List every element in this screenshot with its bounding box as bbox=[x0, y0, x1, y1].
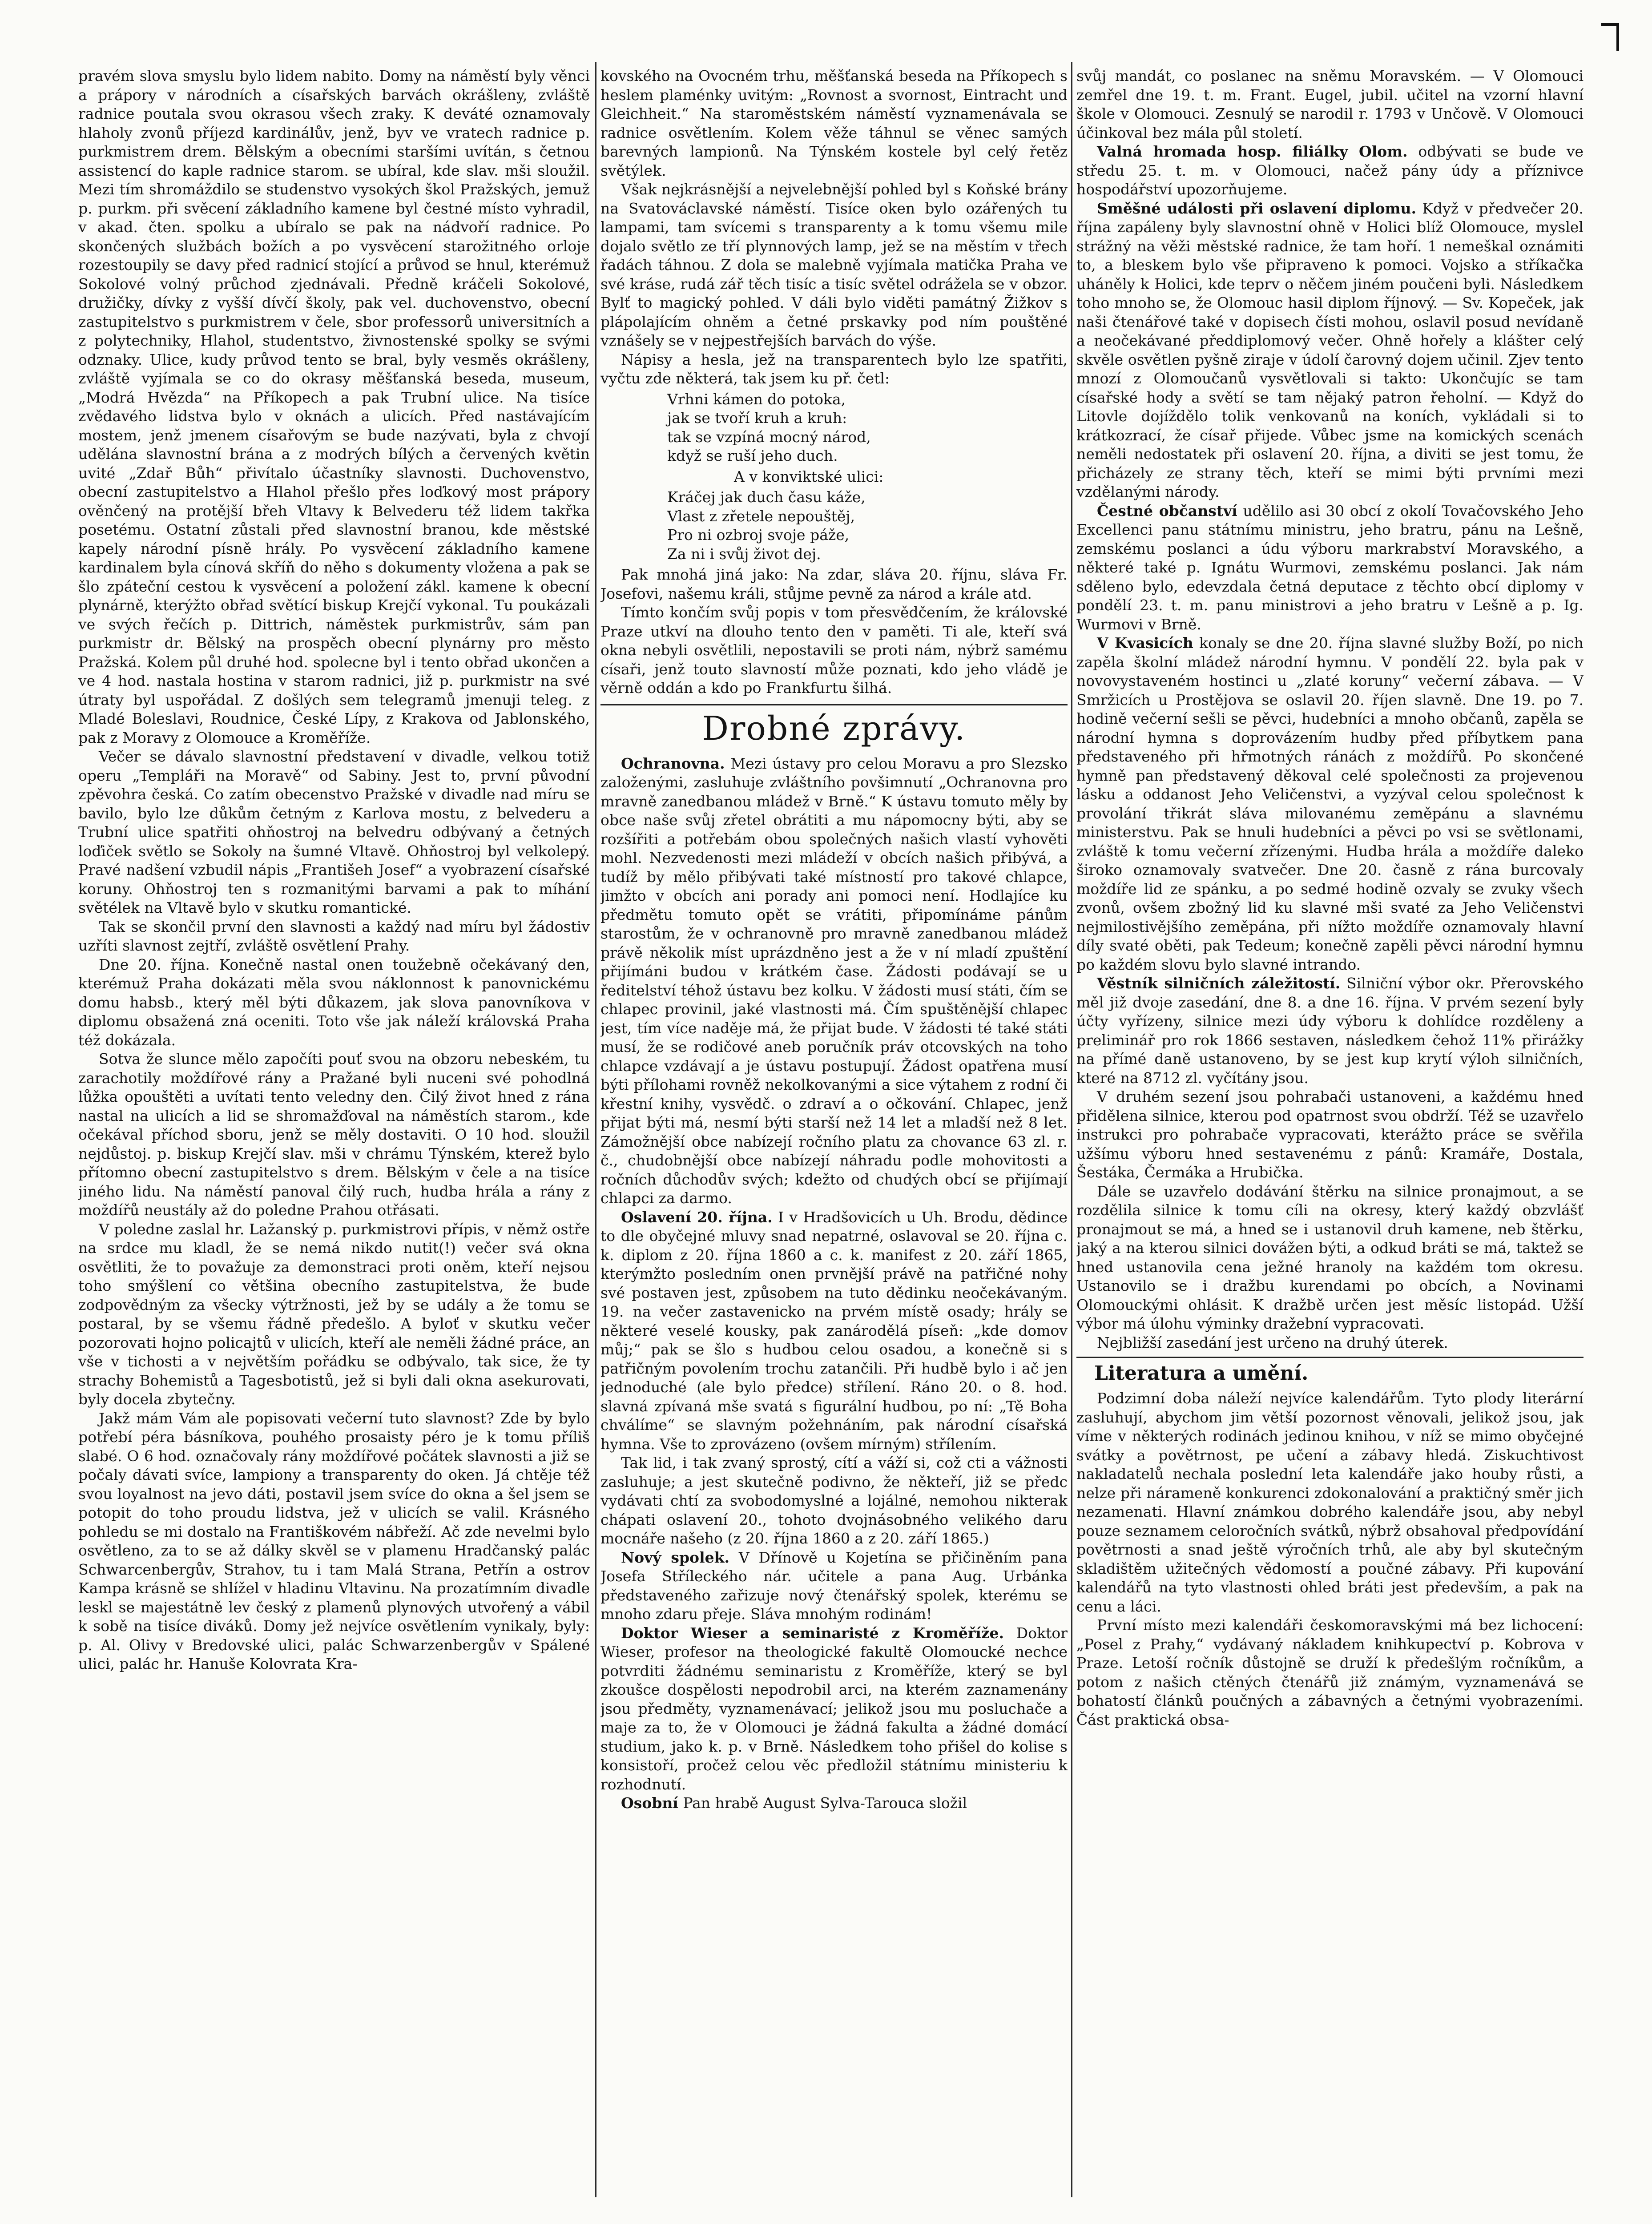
item-text: Doktor Wieser, profesor na theologické fakultě Olomoucké nechce potvrditi žádnému seminaristu z Kroměříže, který se byl zkoušce dospělosti nepodrobil arci, na kterém zaznamenány jsou předměty, vyznamenávací; jelikož jsou mu posluchače a maje za to, že v Olomouci je žádná fakulta a žádné domácí studium, jako k. p. v Brně. Následkem toho přišel do kolise s konsistoří, pročež celou věc předložil státnímu ministeriu k rozhodnutí. bbox=[600, 1624, 1068, 1793]
paragraph: Však nejkrásnější a nejvelebnější pohled byl s Koňské brány na Svatováclavské náměstí. Tisíce oken bylo ozářených tu lampami, tam svícemi s transparenty a k tomu všemu mile dojalo světlo ze tří plynnových lamp, jež se na městím v třech řadách táhnou. Z dola se malebně vyjímala matička Praha ve své kráse, rudá zář těch tisíc a tisíc světel odrážela se v obzor. Bylť to magický pohled. V dáli bylo viděti památný Žižkov s plápolajícím ohněm a četné prskavky pod ním pouštěné vznášely se v nejpestřejších barvách do výše. bbox=[600, 181, 1068, 349]
paragraph: svůj mandát, co poslanec na sněmu Moravském. — V Olomouci zemřel dne 19. t. m. Frant. Eugel, jubil. učitel na vzorní hlavní škole v Olomouci. Zesnulý se narodil r. 1793 v Unčově. V Olomouci účinkoval bez mála půl století. bbox=[1076, 67, 1584, 141]
news-item bbox=[1076, 199, 1584, 502]
paragraph: Tak se skončil první den slavnosti a každý nad míru byl žádostiv uzříti slavnost zejtří, zvláště osvětlení Prahy. bbox=[78, 918, 590, 954]
verse-block bbox=[667, 488, 1068, 564]
item-text: Silniční výbor okr. Přerovského měl již dvoje zasedání, dne 8. a dne 16. října. V prvém sezení byly účty vyřízeny, silnice mezi údy výboru k dohlídce rozděleny a preliminář pro rok 1866 sestaven, následkem čehož 11% přirážky na přímé daně ustanoveno, by se jest kup krytí výloh silničních, které na 8712 zl. vyčítány jsou. bbox=[1076, 975, 1584, 1087]
item-title: Osobní bbox=[621, 1794, 678, 1812]
column-rule-1 bbox=[595, 62, 596, 2197]
verse-line: Kráčej jak duch času káže, bbox=[667, 488, 866, 506]
verse-line: jak se tvoří kruh a kruh: bbox=[667, 409, 847, 427]
verse-line: Vlast z zřetele nepouštěj, bbox=[667, 507, 855, 525]
paragraph: Nejbližší zasedání jest určeno na druhý úterek. bbox=[1097, 1334, 1448, 1351]
section-divider bbox=[600, 704, 1068, 705]
verse-line: tak se vzpíná mocný národ, bbox=[667, 428, 871, 446]
news-item bbox=[600, 1794, 1068, 1813]
news-item bbox=[1076, 634, 1584, 974]
item-text: Pan hrabě August Sylva-Tarouca složil bbox=[683, 1794, 967, 1812]
section-title: Drobné zprávy. bbox=[702, 709, 966, 748]
item-title: Ochranovna. bbox=[621, 754, 725, 772]
paragraph: Tímto končím svůj popis v tom přesvědčením, že královské Praze utkví na dlouho tento den v paměti. Ti ale, kteří svá okna nebyli osvětlili, nepostavili se proti nám, nýbrž samému císaři, jenž touto slavností může poznati, kdo jeho vládě je věrně oddán a kdo po Frankfurtu šilhá. bbox=[600, 604, 1068, 697]
verse-line: když se ruší jeho duch. bbox=[667, 447, 838, 464]
paragraph: Pak mnohá jiná jako: Na zdar, sláva 20. říjnu, sláva Fr. Josefovi, našemu králi, stůjme pevně za národ a krále atd. bbox=[600, 566, 1068, 602]
news-item bbox=[1076, 142, 1584, 199]
item-text: odbývati se bude ve středu 25. t. m. v Olomouci, načež pány údy a příznivce hospodářství upozorňujeme. bbox=[1076, 143, 1584, 198]
verse-line: Vrhni kámen do potoka, bbox=[667, 390, 846, 408]
item-title: Směšné události při oslavení diplomu. bbox=[1097, 199, 1417, 217]
news-item bbox=[600, 1624, 1068, 1794]
item-title: Oslavení 20. října. bbox=[621, 1208, 773, 1226]
item-title: Doktor Wieser a seminaristé z Kroměříže. bbox=[621, 1624, 1004, 1642]
crop-mark-top-right-h bbox=[1601, 23, 1619, 26]
section-title: Literatura a umění. bbox=[1094, 1362, 1309, 1385]
news-item bbox=[600, 754, 1068, 1208]
news-item bbox=[1076, 974, 1584, 1088]
paragraph: Dále se uzavřelo dodávání štěrku na silnice pronajmout, a se rozdělila silnice k tomu cíli na okresy, který každý obzvlášť pronajmout se má, a hned se i ustanovil druh kamene, neb štěrku, jaký a na kterou silnici dovážen býti, a odkud bráti se má, taktež se hned ustanovila cena ježné hranoly na každém tom okresu. Ustanovilo se i dražbu kurendami po obcích, a Novinami Olomouckými ohlásit. K dražbě určen jest měsíc listopád. Užší výbor má úlohu výminky dražební vypracovati. bbox=[1076, 1182, 1584, 1332]
verse-block bbox=[667, 390, 1068, 466]
paragraph: V druhém sezení jsou pohrabači ustanoveni, a každému hned přidělena silnice, kterou pod opatrnost svou obdrží. Též se uzavřelo instrukci pro pohrabače vypracovati, kterážto práce se svěřila užšímu výboru hned sestavenému z pánů: Kramáře, Dostala, Šestáka, Čermáka a Hrubička. bbox=[1076, 1088, 1584, 1181]
paragraph: Tak lid, i tak zvaný sprostý, cítí a váží si, což cti a vážnosti zasluhuje; a jest skutečně podivno, že někteří, již se předc vydávati chtí za svobodomyslné a lojálné, nemohou nikterak chápati oslavení 20., tohoto dvojnásobného velikého daru mocnáře našeho (z 20. října 1860 a z 20. září 1865.) bbox=[600, 1454, 1068, 1547]
verse-line: Za ni i svůj život dej. bbox=[667, 545, 821, 563]
item-text: konaly se dne 20. října slavné služby Boží, po nich zapěla školní mládež národní hymnu. V pondělí 22. byla pak v novovystaveném hostinci u „zlaté koruny“ večerní zábava. — V Smržicích u Prostějova se oslavil 20. říjen slavně. Dne 19. po 7. hodině večerní sešli se pěvci, hudebníci a mnoho občanů, zapěla se národní hymna s doprovázením hudby před příbytkem pana představeného při hřmotných ránách z moždířů. Po skončené hymně pan představený děkoval celé společnosti za projevenou lásku a oddanost Jeho Veličenstvi, a vyzýval celou společnost k provolání třikrát sláva milovanému zeměpánu a slavnému ministerstvu. Pak se hnuli hudebníci a pěvci po vsi se světlonami, zvláště k tomu večerní zřízenými. Hudba hrála a moždíře daleko široko oznamovaly svatvečer. Dne 20. časně z rána burcovaly moždíře lid ze spánku, a po sedmé hodině ozvaly se zvuky všech zvonů, ovšem zbožný lid ku slavné mši svaté za Jeho Veličenstvi nejmilostivějšího zeměpána, při nížto moždíře oznamovaly hlavní díly svaté oběti, pak Tedeum; konečně zapěli pěvci národní hymnu po každém slovu bylo slavné intrando. bbox=[1076, 634, 1584, 973]
news-item bbox=[600, 1548, 1068, 1624]
paragraph: Dne 20. října. Konečně nastal onen toužebně očekávaný den, kterémuž Praha dokázati měla svou náklonnost k panovnickému domu habsb., který měl býti důkazem, jak slova panovníkova v diplomu obsažená zná oceniti. Toto vše jak náleží královská Praha též dokázala. bbox=[78, 955, 590, 1049]
paragraph: Jakž mám Vám ale popisovati večerní tuto slavnost? Zde by bylo potřebí péra básníkova, pouhého prosaisty péro je k tomu příliš slabé. O 6 hod. označovaly rány moždířové počátek slavnosti a již se počaly dávati svíce, lampiony a transparenty do oken. Já chtěje též svou loyalnost na jevo dáti, postavil jsem svíce do okna a šel jsem se potopit do toho proudu lidstva, jež v ulicích se valil. Krásného pohledu se mi dostalo na Františkovém nábřeží. Ač zde nevelmi bylo osvětleno, za to se až dálky skvěl se v plamenu Hradčanský palác Schwarcenbergův, Strahov, tu i tam Malá Strana, Petřín a ostrov Kampa krásně se shlížel v hladinu Vltavinu. Na prozatímním divadle leskl se majestátně lev český z plamenů plynových utvořený a vábil k sobě na tisíce diváků. Domy jež nejvíce osvětlením vynikaly, byly: p. Al. Olivy v Bredovské ulici, palác Schwarzenbergův v Spálené ulici, palác hr. Hanuše Kolovrata Kra- bbox=[78, 1409, 590, 1672]
news-item bbox=[1076, 502, 1584, 634]
paragraph: kovského na Ovocném trhu, měšťanská beseda na Příkopech s heslem plaménky uvitým: „Rovnost a svornost, Eintracht und Gleichheit.“ Na staroměstském náměstí vyznamenávala se radnice osvětlením. Kolem věže táhnul se věnec samých barevných lampionů. Na Týnském kostele byl celý řetěz světýlek. bbox=[600, 67, 1068, 179]
item-title: Čestné občanství bbox=[1097, 502, 1237, 520]
paragraph: pravém slova smyslu bylo lidem nabito. Domy na náměstí byly věnci a prápory v národních a císařských barvách okrášleny, zvláště radnice poutala svou okrasou všech zraky. K deváté oznamovaly hlaholy zvonů příjezd kardinálův, jenž, byv ve vratech radnice p. purkmistrem drem. Bělským a obecními staršími uvítán, s četnou assistencí do kaple radnice starom. se ubíral, kde slav. mši sloužil. Mezi tím shromáždilo se studenstvo vysokých škol Pražských, jemuž p. purkm. při svěcení základního kamene byl čestné místo vyhradil, v akad. čten. spolku a ubíralo se pak na nádvoří radnice. Po skončených službách božích a po vysvěcení starožitného orloje rozestoupily se davy před radnicí stojící a průvod se hnul, kterémuž Sokolové volný průchod zjednávali. Předně kráčeli Sokolové, družičky, dívky z vyšší dívčí školy, pak vel. duchovenstvo, obecní zastupitelstvo s purkmistrem v čele, sbor professorů universitních a z polytechniky, Hlahol, studentstvo, živnostenské spolky se svými odznaky. Ulice, kudy průvod tento se bral, byly vesměs okrášleny, zvláště vyjímala se co do okrasy měšťanská beseda, museum, „Modrá Hvězda“ na Příkopech a pak Trubní ulice. Na tisíce zvědavého lidstva bylo v oknách a ulicích. Před nastávajícím mostem, jenž jmenem císařovým se bude nazývati, byla z chvojí udělána slavnostní brána a z modrých bílých a červených květin uvité „Zdař Bůh“ přivítalo účastníky slavnosti. Duchovenstvo, obecní zastupitelstvo a Hlahol přešlo přes loďkový most prápory ověnčený na protější břeh Vltavy k Belvederu též lidem takřka posetému. Ostatní zůstali před slavnostní branou, kde městské kapely národní písně hrály. Po vysvěcení základního kamene kardinalem byla cínová skříň do něho s dokumenty vložena a pak se šlo zpáteční cestou k vysvěcení a položení zákl. kamene k obecní plynárně, kterýžto obřad světící biskup Krejčí vykonal. Tu poukázali ve svých řečích p. Dittrich, náměstek purkmistrův, sám pan purkmistr dr. Bělský na prospěch obecní plynárny pro město Pražská. Kolem půl druhé hod. spolecne byl i tento obřad ukončen a ve 4 hod. nastala hostina v starom radnici, již p. purkmistr na své útraty byl uspořádal. Z došlých sem telegramů jmenuji teleg. z Mladé Boleslavi, Roudnice, České Lípy, z Krakova od Jablonského, pak z Moravy z Olomouce a Kroměříže. bbox=[78, 67, 590, 746]
news-item bbox=[600, 1208, 1068, 1454]
paragraph: První místo mezi kalendáři českomoravskými má bez lichocení: „Posel z Prahy,“ vydávaný nákladem knihkupectví p. Kobrova v Praze. Letoší ročník důstojně se druží k předešlým ročníkům, a potom z našich ctěných čtenářů již známým, vyznamenává se bohatostí článků poučných a zábavných a četnými vyobrazeními. Část praktická obsa- bbox=[1076, 1616, 1584, 1728]
crop-mark-top-right bbox=[1616, 23, 1619, 51]
verse-line: Pro ni ozbroj svoje páže, bbox=[667, 526, 850, 544]
item-title: V Kvasicích bbox=[1097, 634, 1193, 652]
paragraph: Nápisy a hesla, jež na transparentech bylo lze spatřiti, vyčtu zde některá, tak jsem ku př. četl: bbox=[600, 351, 1068, 387]
paragraph: Sotva že slunce mělo započíti pouť svou na obzoru nebeském, tu zarachotily moždířové rány a Pražané byli nuceni své pohodlná lůžka opouštěti a uvítati tento veledny den. Čilý život hned z rána nastal na ulicích a lid se shromažďoval na náměstích starom., kde očekával příchod sboru, jenž se měly dostaviti. O 10 hod. sloužil nejdůstoj. p. biskup Krejčí slav. mši v chrámu Týnském, kterež bylo přítomno obecní zastupitelstvo s drem. Bělským v čele a na tisíce jiného lidu. Na náměstí panoval čilý ruch, hudba hrála a rány z moždířů neustály až do poledne Prahou otřásati. bbox=[78, 1050, 590, 1219]
column-3 bbox=[1076, 67, 1584, 2197]
item-text: udělilo asi 30 obcí z okolí Tovačovského Jeho Excellenci panu státnímu ministru, jeho bratru, pánu na Lešně, zemskému poslanci a údu výboru markrabství Moravského, a některé také p. Ignátu Wurmovi, zemskému poslanci. Jak nám sděleno bylo, edevzdala četná deputace z těchto obcí diplomy v pondělí 23. t. m. panu ministrovi a jeho bratru v Lešně a p. Ig. Wurmovi v Brně. bbox=[1076, 502, 1584, 633]
item-title: Nový spolek. bbox=[621, 1548, 729, 1566]
verse-heading: A v konviktské ulici: bbox=[734, 467, 884, 485]
column-rule-2 bbox=[1071, 62, 1072, 2197]
column-2 bbox=[600, 67, 1068, 2197]
column-1 bbox=[78, 67, 590, 2197]
item-text: Mezi ústavy pro celou Moravu a pro Slezsko založenými, zasluhuje zvláštního povšimnutí „Ochranovna pro mravně zanedbanou mládež v Brně.“ K ústavu tomuto měly by obce naše svůj zřetel obrátiti a mu nápomocny býti, aby se rozšířiti a potřebám obou společných našich vlastí vyhověti mohl. Nezvedenosti mezi mládeží v obcích našich přibývá, a tudíž by mělo přibývati také místností pro takové chlapce, jimžto v obcích ani porady ani pomoci není. Hodlajíce ku předmětu tomuto opět se vrátiti, připomínáme pánům starostům, že v ochranovně pro mravně zanedbanou mládež právě několik míst uprázdněno jest a že v ní mladí zpuštění přijímáni budou v krátkém čase. Žádosti podávají se u ředitelství téhož ústavu bez kolku. V žádosti musí státi, čím se chlapec provinil, jaké vlastnosti má. Čím spuštěnější chlapec jest, tím více naděje má, že přijat bude. V žádosti té také státi musí, že se rodičové aneb poručník práv otcovských na toho chlapce vzdávají a je ústavu postupují. Žádost opatřena musí býti přílohami rovněž nekolkovanými a sice výtahem z rodní či křestní knihy, vysvědč. o zdraví a o očkování. Chlapec, jenž přijat býti má, nesmí býti starší než 14 let a mladší než 8 let. Zámožnější obce nabízejí ročního platu za chovance 63 zl. r. č., chudobnější obce nabízejí náhradu podle mohovitosti a ročních důchodův svých; kdežto od chudých obcí se přijímají chlapci za darmo. bbox=[600, 754, 1068, 1207]
item-text: I v Hradšovicích u Uh. Brodu, dědince to dle obyčejné mluvy snad nepatrné, oslavoval se 20. října c. k. diplom z 20. října 1860 a c. k. manifest z 20. září 1865, kterýmžto posledním onen prvnější právě na patřičné nohy své postaven jest, způsobem na tuto dědinku neočekávaným. 19. na večer zastavenicko na prvém místě osady; hrály se některé veselé kousky, pak zanárodělá píseň: „kde domov můj;“ pak se šlo s hudbou celou osadou, a konečně si s patřičným povolením trochu zatančili. Při hudbě bylo i ač jen jednoduché (ale bylo předce) střílení. Ráno 20. o 8. hod. slavná zpívaná mše svatá s figurální hudbou, po ní: „Tě Boha chválíme“ se slavným požehnáním, pak národní císařská hymna. Vše to zprovázeno (ovšem mírným) střílením. bbox=[600, 1208, 1068, 1453]
paragraph: V poledne zaslal hr. Lažanský p. purkmistrovi přípis, v němž ostře na srdce mu kladl, že se nemá nikdo nutit(!) večer svá okna osvětliti, že to považuje za demonstraci proti oněm, kteří nejsou toho smýšlení co většina obecního zastupitelstva, že bude zodpovědným za všecky výtržnosti, jež by se udály a že tomu se postaral, by se všemu řádně předešlo. A byloť v skutku večer pozorovati hojno policajtů v ulicích, kteří ale neměli žádné práce, an vše v tichosti a v největším pořádku se odbývalo, tak sice, že ty strachy Bohemistů a Tagesbotistů, jež si byli dali okna asekurovati, byly docela zbytečny. bbox=[78, 1220, 590, 1408]
item-title: Valná hromada hosp. filiálky Olom. bbox=[1097, 143, 1408, 160]
paragraph: Večer se dávalo slavnostní představení v divadle, velkou totiž operu „Templáři na Moravě“ od Sabiny. Jest to, první původní zpěvohra česká. Co zatím obecenstvo Pražské v divadle nad míru se bavilo, bylo lze důkům četným z Karlova mostu, z belvederu a Trubní ulice spatřiti ohňostroj na belvedru odbývaný a četných loďiček světlo se Sokoly na šumné Vltavě. Ohňostroj byl velkolepý. Pravé nadšení vzbudil nápis „Františeh Josef“ a vyobrazení císařské koruny. Ohňostroj ten s rozmanitými barvami a pak to míhání světélek na Vltavě bylo v skutku romantické. bbox=[78, 748, 590, 916]
item-text: Když v předvečer 20. října zapáleny byly slavnostní ohně v Holici blíž Olomouce, myslel strážný na věži městské radnice, že tam hoří. 1 nemeškal oznámiti to, a bleskem bylo vše připraveno k pomoci. Vojsko a stříkačka uháněly k Holici, kde teprv o něčem jiném poučeni byli. Následkem toho mnoho se, že Olomouc hasil diplom říjnový. — Sv. Kopeček, jak naši čtenářové také v dopisech čísti mohou, oslavil posud nevídaně a neočekávané předdiplomový večer. Ohně hořely a klášter celý skvěle osvětlen pyšně ziraje v údolí čarovný dojem učinil. Zjev tento mnozí z Olomoučanů vysvětlovali si takto: Ukončujíc se tam císařské hody a světí se tam nějaký patron řeholní. — Když do Litovle dojíždělo tolik venkovanů na koních, vykládali si to krátkozrací, že císař přijede. Vůbec jsme na komických scenách neměli nedostatek při oslavení 20. října, a diviti se jest tomu, že přicházely ze strany těch, kteří se mimi býti prvními mezi vzdělanými národy. bbox=[1076, 199, 1584, 500]
section-divider bbox=[1076, 1357, 1584, 1358]
item-title: Věstník silničních záležitostí. bbox=[1097, 975, 1341, 992]
paragraph: Podzimní doba náleží nejvíce kalendářům. Tyto plody literární zasluhují, abychom jim větší pozornost věnovali, jelikož jsou, jak víme v některých rodinách jedinou knihou, v níž se mimo obyčejné svátky a povětrnost, pe učení a zábavy hledá. Ziskuchtivost nakladatelů nechala poslední leta kalendáře jako houby růsti, a nelze při nárameně konkurenci zdokonalování a praktičný směr jich nezamenati. Hlavní známkou dobrého kalendáře jsou, aby nebyl pouze seznamem celoročních svátků, nýbrž obsahoval předpovídání povětrnosti a snad ještě výročních trhů, ale aby byl skutečným skladištěm užitečných vědomostí a poučné zábavy. Při kupování kalendářů na tyto vlastnosti ohled bráti jest především, a pak na cenu a láci. bbox=[1076, 1390, 1584, 1615]
item-text: V Dřínově u Kojetína se přičiněním pana Josefa Stříleckého nár. učitele a pana Aug. Urbánka představeného zařizuje nový čtenářský spolek, kterému se mnoho zdaru přeje. Sláva mnohým rodinám! bbox=[600, 1548, 1068, 1623]
